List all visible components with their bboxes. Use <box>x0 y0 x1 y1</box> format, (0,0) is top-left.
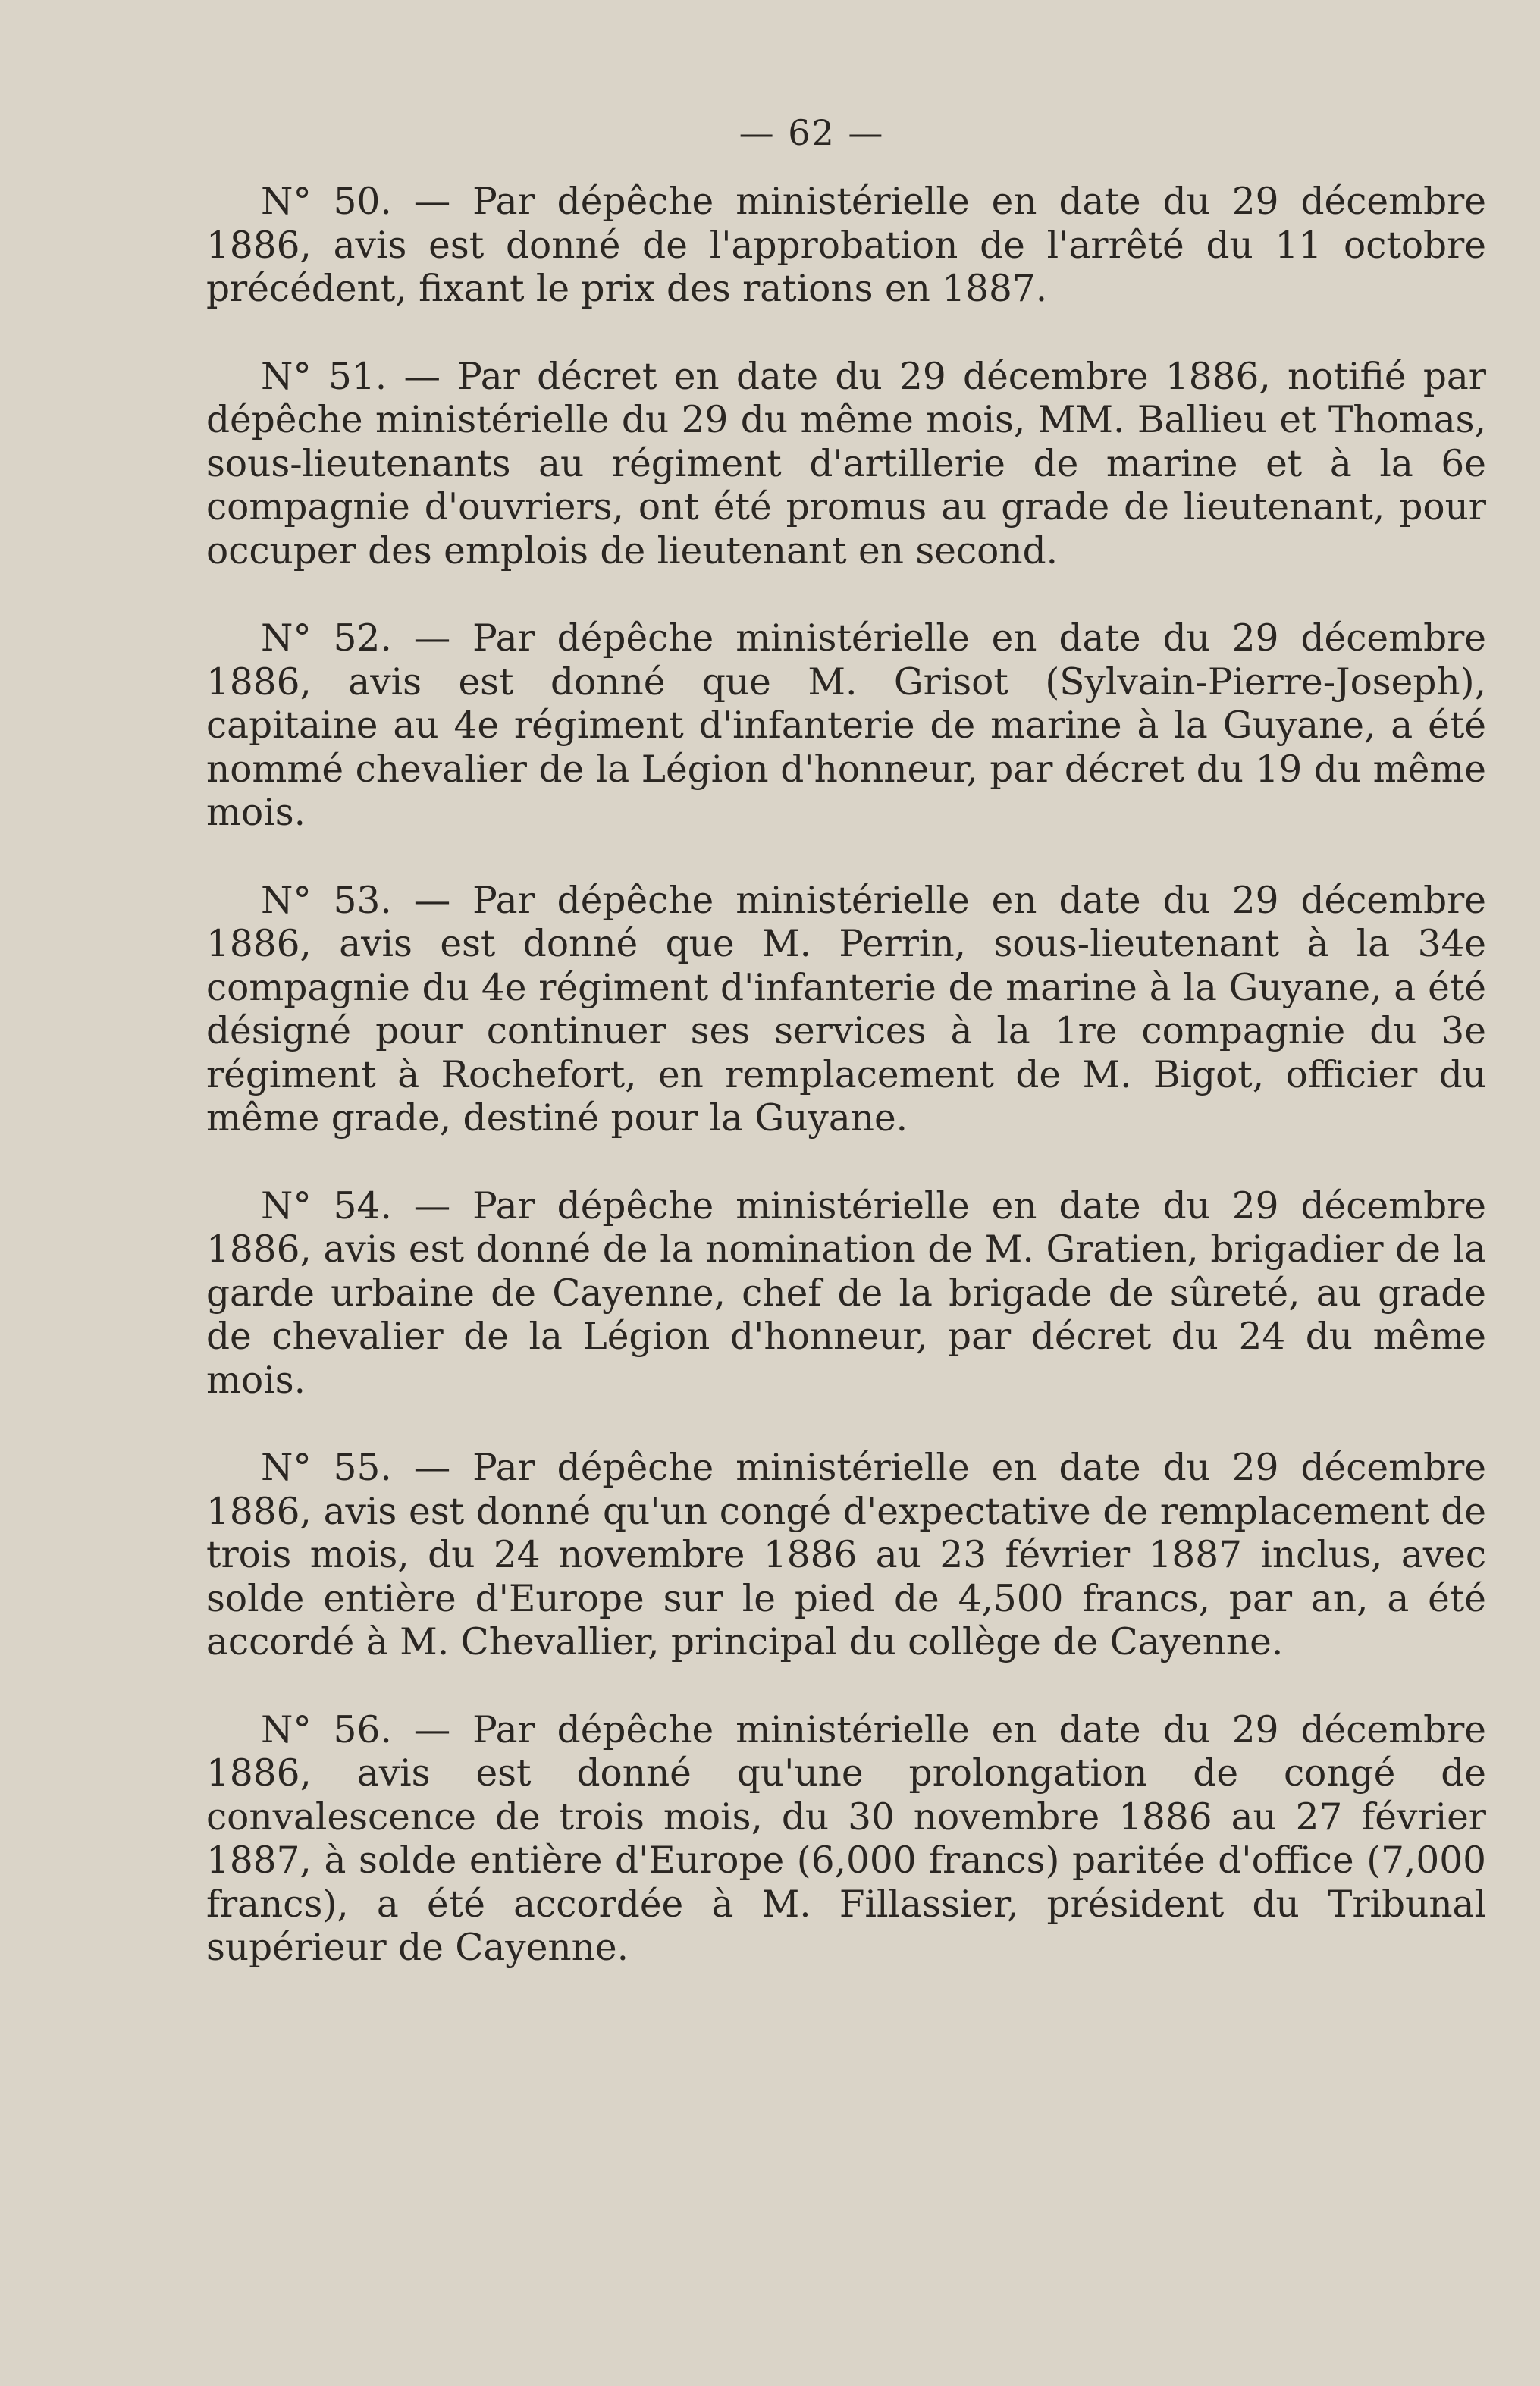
entry-52: N° 52. — Par dépêche ministérielle en date du 29 décembre 1886, avis est donné que M. Grisot (Sylvain-Pierre-Joseph), capitaine au 4e régiment d'infanterie de marine à la Guyane, a été nommé chevalier de la Légion d'honneur, par décret du 19 du même mois. <box>206 617 1486 834</box>
entry-56: N° 56. — Par dépêche ministérielle en date du 29 décembre 1886, avis est donné qu'une prolongation de congé de convalescence de trois mois, du 30 novembre 1886 au 27 février 1887, à solde entière d'Europe (6,000 francs) paritée d'office (7,000 francs), a été accordée à M. Fillassier, président du Tribunal supérieur de Cayenne. <box>206 1708 1486 1969</box>
entry-51: N° 51. — Par décret en date du 29 décembre 1886, notifié par dépêche ministérielle du 29 du même mois, MM. Ballieu et Thomas, sous-lieutenants au régiment d'artillerie de marine et à la 6e compagnie d'ouvriers, ont été promus au grade de lieutenant, pour occuper des emplois de lieutenant en second. <box>206 355 1486 572</box>
entry-55: N° 55. — Par dépêche ministérielle en date du 29 décembre 1886, avis est donné qu'un congé d'expectative de remplacement de trois mois, du 24 novembre 1886 au 23 février 1887 inclus, avec solde entière d'Europe sur le pied de 4,500 francs, par an, a été accordé à M. Chevallier, principal du collège de Cayenne. <box>206 1447 1486 1663</box>
document-body <box>206 180 1486 1971</box>
entry-54: N° 54. — Par dépêche ministérielle en date du 29 décembre 1886, avis est donné de la nomination de M. Gratien, brigadier de la garde urbaine de Cayenne, chef de la brigade de sûreté, au grade de chevalier de la Légion d'honneur, par décret du 24 du même mois. <box>206 1184 1486 1402</box>
entry-50: N° 50. — Par dépêche ministérielle en date du 29 décembre 1886, avis est donné de l'approbation de l'arrêté du 11 octobre précédent, fixant le prix des rations en 1887. <box>206 180 1486 310</box>
page-number: — 62 — <box>739 112 885 153</box>
entry-53: N° 53. — Par dépêche ministérielle en date du 29 décembre 1886, avis est donné que M. Perrin, sous-lieutenant à la 34e compagnie du 4e régiment d'infanterie de marine à la Guyane, a été désigné pour continuer ses services à la 1re compagnie du 3e régiment à Rochefort, en remplacement de M. Bigot, officier du même grade, destiné pour la Guyane. <box>206 879 1486 1140</box>
